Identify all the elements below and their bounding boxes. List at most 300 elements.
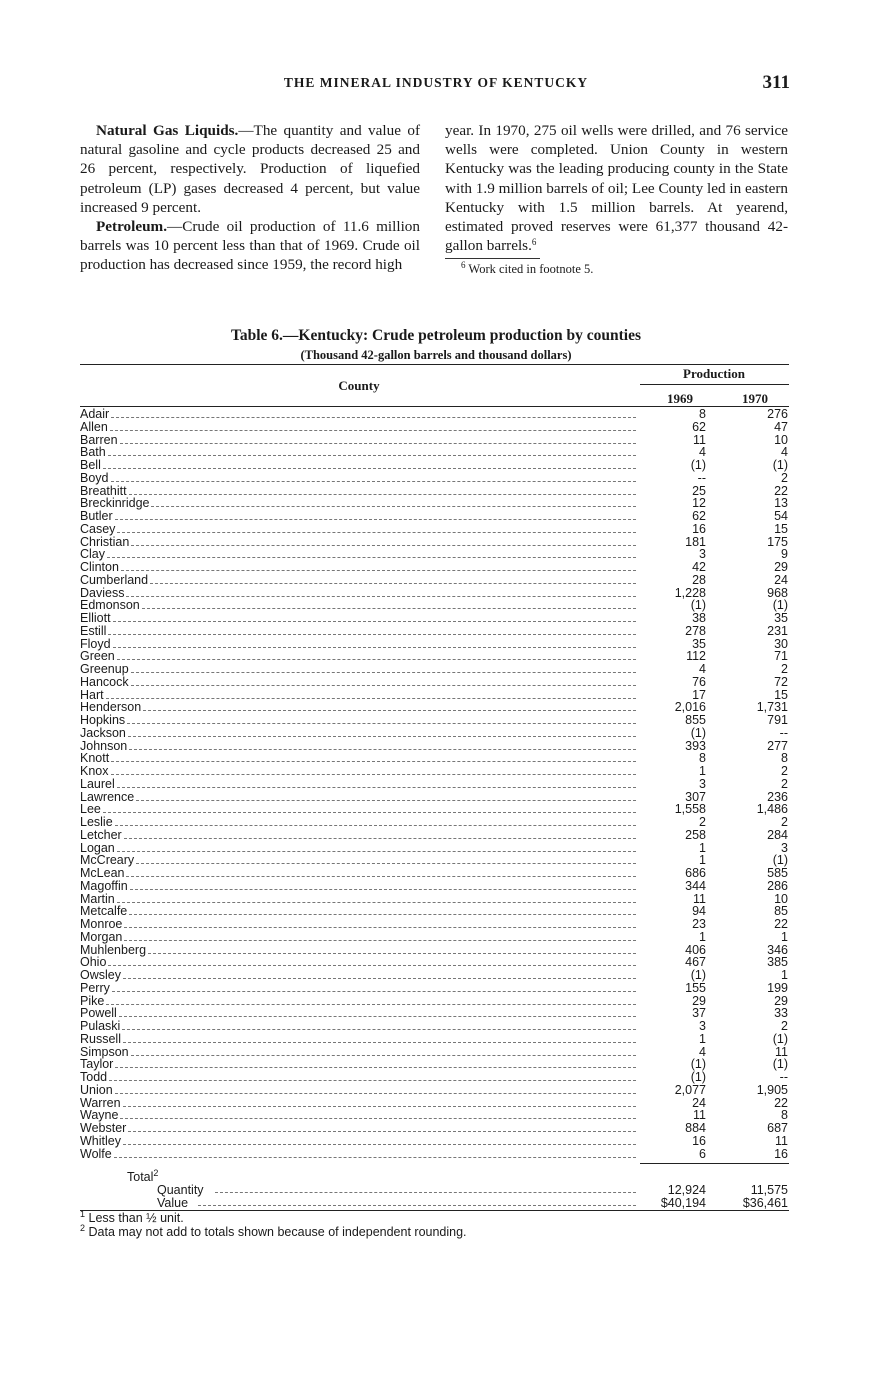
county-name: Jackson bbox=[80, 725, 126, 740]
county-name: Casey bbox=[80, 521, 116, 536]
dot-leader bbox=[123, 1144, 636, 1145]
footnote-6-mark: 6 bbox=[461, 260, 466, 271]
body-natural-gas-liquids: —The quantity and value of natural gasoline and cycle products decreased 25 and 26 percent, respectively. Production of liquefied petroleum (LP) gases decreased 4 percent, but value increased 9 percent. bbox=[80, 122, 420, 216]
value-1970: 35 bbox=[774, 611, 788, 625]
value-1970: 11 bbox=[775, 1044, 788, 1059]
value-1970: 29 bbox=[774, 993, 788, 1008]
value-1969: 2,077 bbox=[674, 1082, 706, 1097]
county-name: Greenup bbox=[80, 662, 129, 676]
production-underline bbox=[640, 384, 789, 385]
county-name: Laurel bbox=[80, 776, 115, 791]
value-1970: 2 bbox=[781, 776, 788, 791]
dot-leader bbox=[113, 621, 636, 622]
value-1969: 37 bbox=[692, 1006, 706, 1021]
value-1970: 1,731 bbox=[756, 700, 788, 715]
table-row bbox=[80, 485, 792, 498]
value-1970: 175 bbox=[767, 534, 788, 549]
county-name: Martin bbox=[80, 891, 115, 906]
table-row bbox=[80, 536, 792, 549]
column-header-county: County bbox=[338, 378, 380, 393]
value-1970: 2 bbox=[781, 815, 788, 829]
dot-leader bbox=[128, 736, 636, 737]
table-row bbox=[80, 1007, 792, 1020]
county-name: Magoffin bbox=[80, 878, 128, 893]
value-1969: 11 bbox=[693, 1108, 706, 1123]
county-name: Bell bbox=[80, 458, 101, 472]
table-row bbox=[80, 548, 792, 561]
county-name: Boyd bbox=[80, 470, 109, 485]
value-1970: 791 bbox=[767, 713, 788, 727]
value-1969: 1 bbox=[699, 764, 706, 778]
table-row bbox=[80, 829, 792, 842]
table-top-rule bbox=[80, 364, 789, 365]
value-1969: 1,558 bbox=[674, 802, 706, 817]
value-1970: 1 bbox=[781, 968, 788, 982]
table-row bbox=[80, 1135, 792, 1148]
value-1970: 15 bbox=[774, 521, 788, 536]
note-2-text: Data may not add to totals shown because of independent rounding. bbox=[85, 1224, 467, 1239]
table-row bbox=[80, 1122, 792, 1135]
dot-leader bbox=[111, 481, 636, 482]
value-1970: 10 bbox=[774, 891, 788, 906]
dot-leader bbox=[148, 953, 636, 954]
table-row bbox=[80, 408, 792, 421]
value-1970: 2 bbox=[781, 764, 788, 778]
value-1970: $36,461 bbox=[742, 1196, 788, 1210]
dot-leader bbox=[130, 889, 636, 890]
value-1969: 11 bbox=[693, 432, 706, 447]
table-row bbox=[80, 650, 792, 663]
table-notes bbox=[80, 1209, 467, 1239]
table-row bbox=[80, 421, 792, 434]
value-1969: 62 bbox=[692, 419, 706, 434]
text-column-left bbox=[80, 121, 420, 275]
dot-leader bbox=[126, 596, 636, 597]
dot-leader bbox=[142, 608, 636, 609]
table-row bbox=[80, 893, 792, 906]
table-row bbox=[80, 523, 792, 536]
county-name: Elliott bbox=[80, 611, 111, 625]
value-1970: 15 bbox=[774, 687, 788, 702]
county-name: Muhlenberg bbox=[80, 942, 147, 957]
value-1969: 8 bbox=[699, 407, 706, 421]
value-1969: (1) bbox=[690, 458, 706, 472]
county-name: Simpson bbox=[80, 1044, 129, 1059]
value-1969: 278 bbox=[685, 623, 706, 638]
dot-leader bbox=[117, 659, 636, 660]
table-row bbox=[80, 880, 792, 893]
quantity-1970: 11,575 bbox=[750, 1183, 788, 1197]
value-1969: 307 bbox=[685, 789, 706, 804]
table-body bbox=[80, 408, 792, 1160]
value-1970: 236 bbox=[767, 789, 788, 804]
value-1969: 406 bbox=[685, 942, 706, 957]
value-1970: 385 bbox=[767, 955, 788, 970]
value-1970: 47 bbox=[774, 419, 788, 434]
county-name: Powell bbox=[80, 1006, 117, 1021]
table-row bbox=[80, 497, 792, 510]
county-name: Christian bbox=[80, 534, 130, 549]
table-row bbox=[80, 625, 792, 638]
county-name: Lawrence bbox=[80, 789, 135, 804]
dot-leader bbox=[124, 838, 636, 839]
dot-leader bbox=[103, 812, 636, 813]
value-1969: 8 bbox=[699, 751, 706, 766]
dot-leader bbox=[117, 902, 636, 903]
table-row bbox=[80, 676, 792, 689]
dot-leader bbox=[106, 698, 636, 699]
value-1969: 467 bbox=[685, 955, 706, 970]
dot-leader bbox=[123, 978, 636, 979]
value-1970: 54 bbox=[774, 509, 788, 523]
value-1970: (1) bbox=[772, 853, 788, 868]
county-name: Allen bbox=[80, 419, 108, 434]
table-row bbox=[80, 459, 792, 472]
dot-leader bbox=[120, 443, 636, 444]
dot-leader bbox=[131, 685, 636, 686]
value-1970: 72 bbox=[774, 674, 788, 689]
dot-leader bbox=[131, 672, 636, 673]
table-row bbox=[80, 1033, 792, 1046]
county-name: Henderson bbox=[80, 700, 142, 715]
county-name: Green bbox=[80, 649, 115, 664]
table-row bbox=[80, 905, 792, 918]
table-row bbox=[80, 1084, 792, 1097]
value-1970: (1) bbox=[772, 1031, 788, 1046]
value-1969: (1) bbox=[690, 1070, 706, 1084]
dot-leader bbox=[136, 800, 636, 801]
dot-leader bbox=[111, 761, 636, 762]
table-row bbox=[80, 574, 792, 587]
county-name: McCreary bbox=[80, 853, 135, 868]
value-1970: 199 bbox=[767, 980, 788, 995]
table-row bbox=[80, 434, 792, 447]
value-1969: 155 bbox=[685, 980, 706, 995]
value-1969: 1,228 bbox=[674, 585, 706, 600]
dot-leader bbox=[107, 557, 636, 558]
dot-leader bbox=[121, 570, 636, 571]
county-name: Warren bbox=[80, 1095, 121, 1110]
county-name: Logan bbox=[80, 840, 115, 855]
table-row bbox=[80, 561, 792, 574]
value-1969: 1 bbox=[699, 929, 706, 944]
dot-leader bbox=[129, 749, 636, 750]
value-1969: (1) bbox=[690, 968, 706, 982]
value-1970: 16 bbox=[774, 1146, 788, 1161]
county-name: Knox bbox=[80, 764, 109, 778]
value-1970: 1,486 bbox=[756, 802, 788, 817]
county-name: Metcalfe bbox=[80, 904, 128, 919]
table-bottom-rule bbox=[80, 1210, 789, 1211]
page-header bbox=[80, 72, 792, 96]
text-column-right bbox=[445, 121, 788, 280]
value-1970: 8 bbox=[781, 751, 788, 766]
page-number: 311 bbox=[762, 72, 790, 93]
footnote-6-text: Work cited in footnote 5. bbox=[465, 262, 594, 277]
county-name: Clinton bbox=[80, 560, 119, 574]
dot-leader bbox=[119, 1016, 636, 1017]
value-1969: 393 bbox=[685, 738, 706, 753]
quantity-label: Quantity bbox=[157, 1183, 204, 1197]
total-rule bbox=[640, 1163, 789, 1164]
table-row bbox=[80, 765, 792, 778]
table-note-1 bbox=[80, 1209, 467, 1226]
total-label: Total$^2$ bbox=[127, 1168, 159, 1184]
value-1969: 4 bbox=[699, 1044, 706, 1059]
paragraph-natural-gas-liquids bbox=[80, 121, 420, 217]
table-row bbox=[80, 740, 792, 753]
county-name: McLean bbox=[80, 866, 125, 880]
value-1970: 71 bbox=[774, 649, 788, 664]
county-name: Breathitt bbox=[80, 483, 127, 498]
county-name: Letcher bbox=[80, 827, 122, 842]
value-label: Value bbox=[157, 1196, 189, 1210]
table-row bbox=[80, 752, 792, 765]
county-name: Union bbox=[80, 1082, 113, 1097]
value-1969: 3 bbox=[699, 776, 706, 791]
county-name: Pike bbox=[80, 993, 105, 1008]
table-row bbox=[80, 587, 792, 600]
value-1970: 22 bbox=[774, 483, 788, 498]
county-name: Bath bbox=[80, 445, 106, 460]
value-1970: -- bbox=[779, 1070, 788, 1084]
table-row bbox=[80, 867, 792, 880]
dot-leader bbox=[117, 787, 636, 788]
dot-leader bbox=[103, 468, 636, 469]
value-1970: (1) bbox=[772, 1057, 788, 1072]
value-1970: 968 bbox=[767, 585, 788, 600]
dot-leader bbox=[120, 1118, 636, 1119]
dot-leader bbox=[150, 583, 636, 584]
county-name: Taylor bbox=[80, 1057, 114, 1072]
dot-leader bbox=[131, 1055, 636, 1056]
table-row bbox=[80, 714, 792, 727]
table-row bbox=[80, 982, 792, 995]
value-1969: 3 bbox=[699, 547, 706, 562]
table-row bbox=[80, 446, 792, 459]
value-1969: 76 bbox=[692, 674, 706, 689]
value-1970: 11 bbox=[775, 1133, 788, 1148]
county-name: Hart bbox=[80, 687, 104, 702]
footnote-ref-6: 6 bbox=[531, 237, 537, 248]
value-1970: 9 bbox=[781, 547, 788, 562]
value-1969: 344 bbox=[685, 878, 706, 893]
value-1969: 16 bbox=[692, 1133, 706, 1148]
value-1970: 2 bbox=[781, 1019, 788, 1033]
table-row bbox=[80, 803, 792, 816]
total-sup: 2 bbox=[153, 1168, 159, 1178]
dot-leader bbox=[109, 1080, 636, 1081]
county-name: Owsley bbox=[80, 968, 121, 982]
county-name: Johnson bbox=[80, 738, 128, 753]
value-1969: 258 bbox=[685, 827, 706, 842]
county-name: Morgan bbox=[80, 929, 123, 944]
value-1970: 22 bbox=[774, 1095, 788, 1110]
value-1969: 28 bbox=[692, 572, 706, 587]
dot-leader bbox=[128, 1131, 636, 1132]
dot-leader bbox=[111, 417, 636, 418]
dot-leader bbox=[129, 914, 636, 915]
dot-leader bbox=[114, 1157, 636, 1158]
value-1970: 585 bbox=[767, 866, 788, 880]
value-1969: 29 bbox=[692, 993, 706, 1008]
table-row bbox=[80, 1020, 792, 1033]
column-header-1969: 1969 bbox=[667, 391, 693, 406]
value-1970: 33 bbox=[774, 1006, 788, 1021]
table-row bbox=[80, 918, 792, 931]
table-subtitle: (Thousand 42-gallon barrels and thousand dollars) bbox=[300, 348, 572, 362]
table-row bbox=[80, 842, 792, 855]
note-1-mark: 1 bbox=[80, 1209, 86, 1219]
value-1970: 30 bbox=[774, 636, 788, 651]
dot-leader bbox=[129, 494, 636, 495]
value-1970: 4 bbox=[781, 445, 788, 460]
value-1970: 22 bbox=[774, 917, 788, 931]
value-1970: 2 bbox=[781, 470, 788, 485]
dot-leader bbox=[117, 851, 636, 852]
value-1970: 1,905 bbox=[756, 1082, 788, 1097]
value-1969: (1) bbox=[690, 598, 706, 613]
county-name: Cumberland bbox=[80, 572, 149, 587]
table-row bbox=[80, 816, 792, 829]
value-1969: 4 bbox=[699, 662, 706, 676]
dot-leader bbox=[110, 430, 636, 431]
table-row bbox=[80, 1058, 792, 1071]
body-petroleum: —Crude oil production of 11.6 million barrels was 10 percent less than that of 1969. Crude oil production has decreased since 1959, the record high bbox=[80, 218, 420, 274]
county-name: Russell bbox=[80, 1031, 121, 1046]
table-row bbox=[80, 612, 792, 625]
county-name: Todd bbox=[80, 1070, 108, 1084]
county-name: Leslie bbox=[80, 815, 113, 829]
county-name: Estill bbox=[80, 623, 107, 638]
heading-petroleum: Petroleum. bbox=[96, 218, 167, 236]
note-1-text: Less than ½ unit. bbox=[85, 1211, 184, 1225]
value-1969: 12 bbox=[692, 496, 706, 511]
heading-natural-gas-liquids: Natural Gas Liquids. bbox=[96, 122, 239, 139]
dot-leader bbox=[108, 455, 636, 456]
body-petroleum-continued: year. In 1970, 275 oil wells were drilled, and 76 service wells were completed. Union County in western Kentucky was the leading producing county in the State with 1.9 million barrels of oil; Lee County led in eastern Kentucky with 1.5 million barrels. At yearend, estimated proved reserves were 61,377 thousand 42-gallon barrels. bbox=[445, 122, 788, 255]
county-name: Daviess bbox=[80, 585, 125, 600]
value-1970: 13 bbox=[774, 496, 788, 511]
value-1969: 2,016 bbox=[674, 700, 706, 715]
table-title: Table 6.—Kentucky: Crude petroleum production by counties bbox=[230, 327, 642, 344]
county-name: Wayne bbox=[80, 1108, 119, 1123]
table-row bbox=[80, 1097, 792, 1110]
value-1969: 11 bbox=[693, 891, 706, 906]
value-1969: 16 bbox=[692, 521, 706, 536]
value-1969: -- bbox=[697, 470, 706, 485]
dot-leader bbox=[151, 506, 636, 507]
dot-leader bbox=[108, 965, 636, 966]
quantity-leader bbox=[215, 1192, 636, 1193]
table-row bbox=[80, 778, 792, 791]
county-name: Perry bbox=[80, 980, 110, 995]
value-1969: 855 bbox=[685, 713, 706, 727]
dot-leader bbox=[106, 1004, 636, 1005]
value-1970: 29 bbox=[774, 560, 788, 574]
value-1969: 23 bbox=[692, 917, 706, 931]
running-title: THE MINERAL INDUSTRY OF KENTUCKY bbox=[283, 75, 589, 90]
table-row bbox=[80, 956, 792, 969]
column-header-1970: 1970 bbox=[742, 391, 768, 406]
county-name: Hopkins bbox=[80, 713, 126, 727]
value-1970: 85 bbox=[774, 904, 788, 919]
dot-leader bbox=[122, 1029, 636, 1030]
dot-leader bbox=[127, 723, 636, 724]
value-1969: 25 bbox=[692, 483, 706, 498]
value-1970: 277 bbox=[767, 738, 788, 753]
value-1969: 4 bbox=[699, 445, 706, 460]
county-name: Ohio bbox=[80, 955, 107, 970]
value-1969: 38 bbox=[692, 611, 706, 625]
value-1969: 2 bbox=[699, 815, 706, 829]
dot-leader bbox=[123, 1106, 636, 1107]
footnote-rule bbox=[445, 258, 540, 259]
county-name: Clay bbox=[80, 547, 106, 562]
value-1970: 3 bbox=[781, 840, 788, 855]
value-1969: 686 bbox=[685, 866, 706, 880]
value-1970: 8 bbox=[781, 1108, 788, 1123]
value-1969: 181 bbox=[685, 534, 706, 549]
footnote-6 bbox=[461, 260, 788, 279]
dot-leader bbox=[115, 1093, 636, 1094]
table-row bbox=[80, 1071, 792, 1084]
quantity-1969: 12,924 bbox=[667, 1183, 706, 1197]
table-row bbox=[80, 1148, 792, 1161]
table-row bbox=[80, 727, 792, 740]
value-1970: 10 bbox=[774, 432, 788, 447]
county-name: Edmonson bbox=[80, 598, 140, 613]
value-1969: 884 bbox=[685, 1121, 706, 1135]
dot-leader bbox=[111, 774, 636, 775]
value-1970: -- bbox=[779, 725, 788, 740]
dot-leader bbox=[124, 940, 636, 941]
value-1969: $40,194 bbox=[660, 1196, 706, 1210]
value-1970: 2 bbox=[781, 662, 788, 676]
value-1969: 3 bbox=[699, 1019, 706, 1033]
value-1970: (1) bbox=[772, 598, 788, 613]
county-name: Adair bbox=[80, 407, 110, 421]
county-name: Breckinridge bbox=[80, 496, 150, 511]
table-row bbox=[80, 1046, 792, 1059]
value-1970: 1 bbox=[781, 929, 788, 944]
value-1970: 346 bbox=[767, 942, 788, 957]
table-row bbox=[80, 510, 792, 523]
county-name: Wolfe bbox=[80, 1146, 112, 1161]
county-name: Webster bbox=[80, 1121, 127, 1135]
table-row bbox=[80, 599, 792, 612]
value-leader bbox=[198, 1205, 636, 1206]
county-name: Whitley bbox=[80, 1133, 121, 1148]
value-1970: 286 bbox=[767, 878, 788, 893]
county-name: Butler bbox=[80, 509, 113, 523]
value-1969: 1 bbox=[699, 1031, 706, 1046]
county-name: Lee bbox=[80, 802, 101, 817]
table-row bbox=[80, 969, 792, 982]
dot-leader bbox=[115, 825, 636, 826]
dot-leader bbox=[115, 519, 636, 520]
column-header-production: Production bbox=[683, 366, 745, 381]
paragraph-petroleum bbox=[80, 217, 420, 275]
value-1969: 24 bbox=[692, 1095, 706, 1110]
paragraph-petroleum-continued bbox=[445, 121, 788, 255]
value-1969: 94 bbox=[692, 904, 706, 919]
dot-leader bbox=[108, 634, 636, 635]
dot-leader bbox=[136, 863, 636, 864]
value-1969: (1) bbox=[690, 1057, 706, 1072]
dot-leader bbox=[143, 710, 636, 711]
value-1970: 231 bbox=[767, 623, 788, 638]
